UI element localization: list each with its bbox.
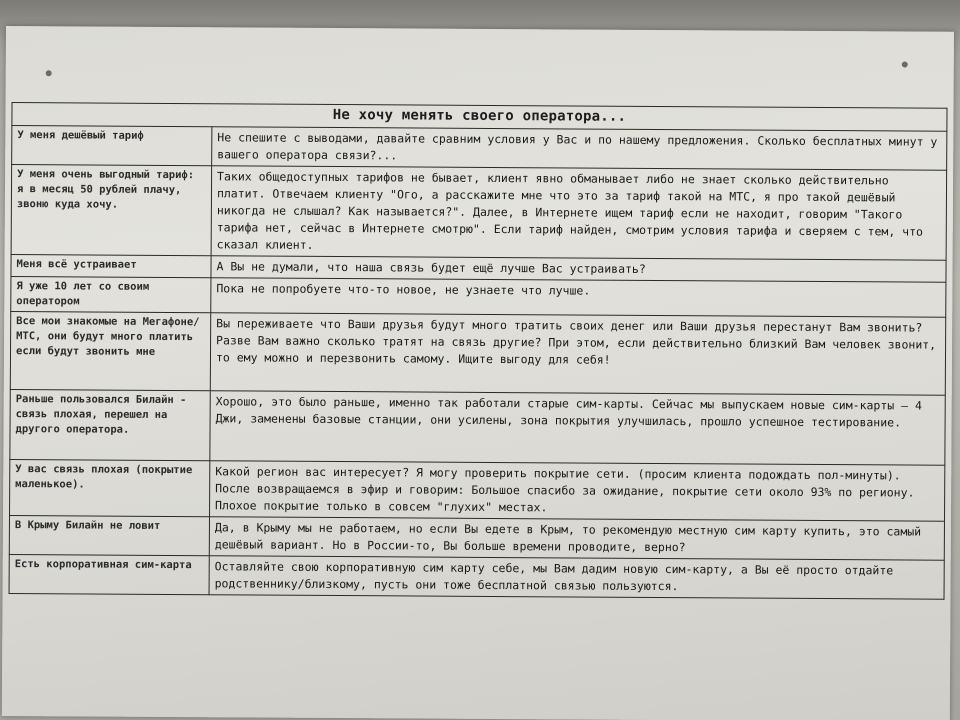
paper-sheet	[2, 26, 954, 720]
objection-cell: У меня очень выгодный тариф: я в месяц 50 рублей плачу, звоню куда хочу.	[11, 165, 212, 256]
table-row	[10, 460, 945, 522]
response-cell: Какой регион вас интересует? Я могу проверить покрытие сети. (просим клиента подождать пол-минуты). После возвращаемся в эфир и говорим: Большое спасибо за ожидание, покрытие сети около 93% по региону. Плохое покрытие только в совсем "глухих" местах.	[210, 461, 945, 521]
table-row	[9, 555, 944, 600]
response-cell: Таких общедоступных тарифов не бывает, клиент явно обманывает либо не знает сколько действительно платит. Отвечаем клиенту "Ого, а расскажите мне что это за тариф такой на МТС, я про такой дешёвый никогда не слышал? Как называется?". Далее, в Интернете ищем тариф если не находит, говорим "Такого тарифа нет, сейчас в Интернете смотрю". Если тариф найден, смотрим условия тарифа и сверяем с тем, что сказал клиент.	[211, 166, 947, 260]
table-row	[10, 312, 945, 396]
table-row	[10, 390, 945, 466]
pin-hole	[902, 61, 908, 67]
objection-cell: Меня всё устраивает	[11, 255, 211, 278]
response-cell: Пока не попробуете что-то новое, не узнаете что лучше.	[211, 278, 946, 317]
response-cell: А Вы не думали, что наша связь будет ещё лучше Вас устраивать?	[211, 256, 946, 282]
objection-cell: Я уже 10 лет со своим оператором	[11, 277, 211, 313]
table-title: Не хочу менять своего оператора...	[12, 103, 947, 132]
table-row	[11, 165, 947, 261]
response-cell: Вы переживаете что Ваши друзья будут много тратить своих денег или Ваши друзья перестанут Вам звонить? Разве Вам важно сколько тратят на связь другие? При этом, если действительно близкий Вам человек звонит, то ему можно и перезвонить самому. Ищите выгоду для себя!	[210, 313, 945, 395]
table-row	[9, 516, 944, 561]
objection-cell: Есть корпоративная сим-карта	[9, 555, 209, 595]
objection-cell: Раньше пользовался Билайн - связь плохая, перешел на другого оператора.	[10, 390, 210, 461]
pin-hole	[46, 70, 52, 76]
objection-cell: У вас связь плохая (покрытие маленькое).	[10, 460, 210, 517]
objections-table	[9, 102, 948, 600]
response-cell: Хорошо, это было раньше, именно так работали старые сим-карты. Сейчас мы выпускаем новые сим-карты – 4 Джи, заменены базовые станции, они усилены, зона покрытия улучшилась, прошло успешное тестирование.	[210, 391, 945, 465]
objection-cell: У меня дешёвый тариф	[12, 126, 212, 166]
response-cell: Не спешите с выводами, давайте сравним условия у Вас и по нашему предложения. Сколько бесплатных минут у вашего оператора связи?...	[212, 127, 947, 170]
response-cell: Да, в Крыму мы не работаем, но если Вы едете в Крым, то рекомендую местную сим карту купить, это самый дешёвый вариант. Но в России-то, Вы больше времени проводите, верно?	[209, 517, 944, 560]
table-row	[11, 277, 946, 318]
objection-cell: В Крыму Билайн не ловит	[9, 516, 209, 556]
table-row	[12, 126, 947, 171]
objection-cell: Все мои знакомые на Мегафоне/МТС, они будут много платить если будут звонить мне	[10, 312, 210, 391]
response-cell: Оставляйте свою корпоративную сим карту себе, мы Вам дадим новую сим-карту, а Вы её просто отдайте родственнику/близкому, пусть они тоже бесплатной связью пользуются.	[209, 556, 944, 599]
